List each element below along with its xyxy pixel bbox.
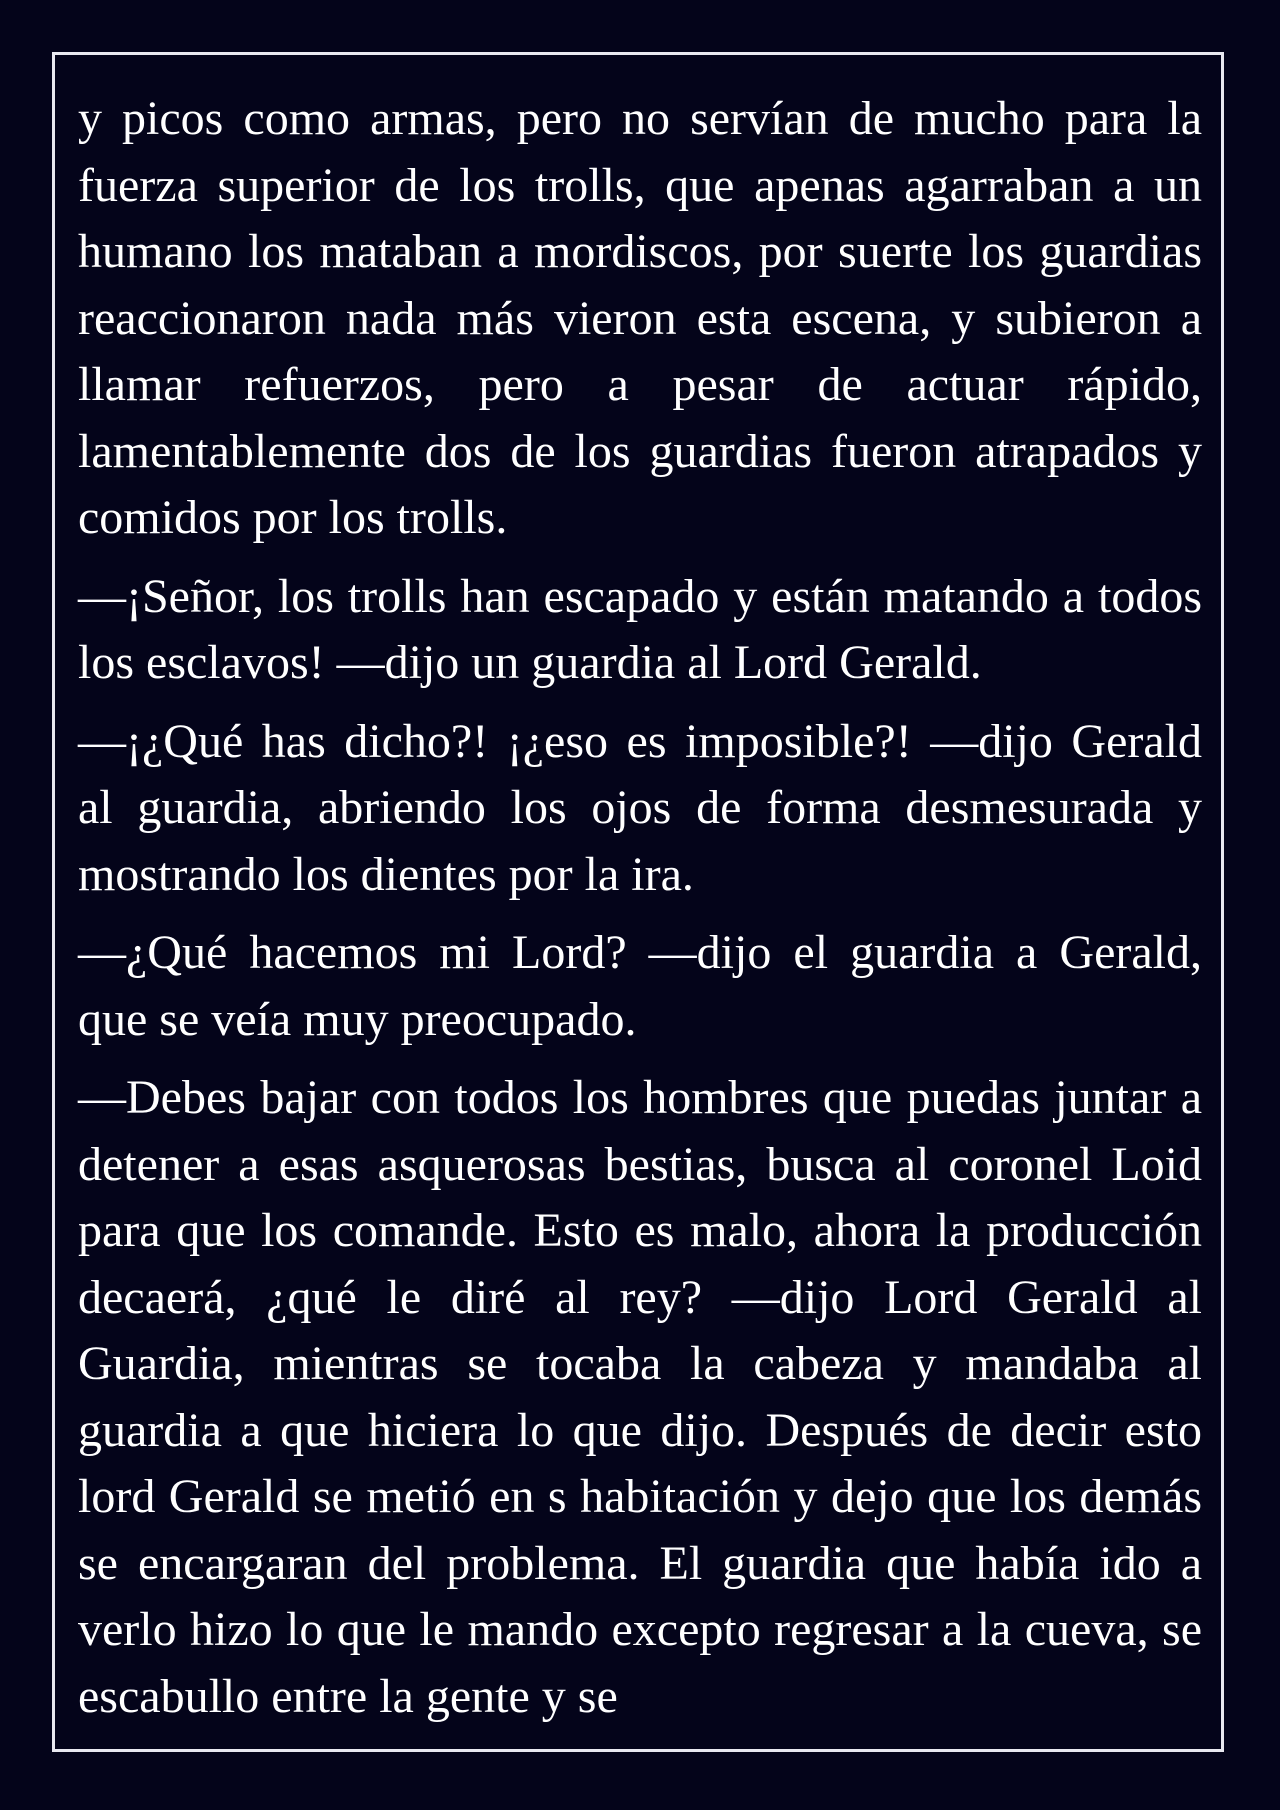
paragraph-1: y picos como armas, pero no servían de mucho para la fuerza superior de los trolls, que apenas agarraban a un humano los mataban a mordiscos, por suerte los guardias reaccionaron nada más vieron esta escena, y subieron a llamar refuerzos, pero a pesar de actuar rápido, lamentablemente dos de los guardias fueron atrapados y comidos por los trolls.: [78, 92, 1202, 544]
paragraph-2: —¡Señor, los trolls han escapado y están matando a todos los esclavos! —dijo un guardia al Lord Gerald.: [78, 569, 1202, 689]
paragraph-5: —Debes bajar con todos los hombres que puedas juntar a detener a esas asquerosas bestias, busca al coronel Loid para que los comande. Esto es malo, ahora la producción decaerá, ¿qué le diré al rey? —dijo Lord Gerald al Guardia, mientras se tocaba la cabeza y mandaba al guardia a que hiciera lo que dijo. Después de decir esto lord Gerald se metió en s habitación y dejo que los demás se encargaran del problema. El guardia que había ido a verlo hizo lo que le mando excepto regresar a la cueva, se escabullo entre la gente y se: [78, 1071, 1202, 1723]
paragraph-4: —¿Qué hacemos mi Lord? —dijo el guardia a Gerald, que se veía muy preocupado.: [78, 926, 1202, 1046]
story-text: [78, 86, 1202, 1742]
paragraph-3: —¡¿Qué has dicho?! ¡¿eso es imposible?! —dijo Gerald al guardia, abriendo los ojos de forma desmesurada y mostrando los dientes por la ira.: [78, 714, 1202, 901]
